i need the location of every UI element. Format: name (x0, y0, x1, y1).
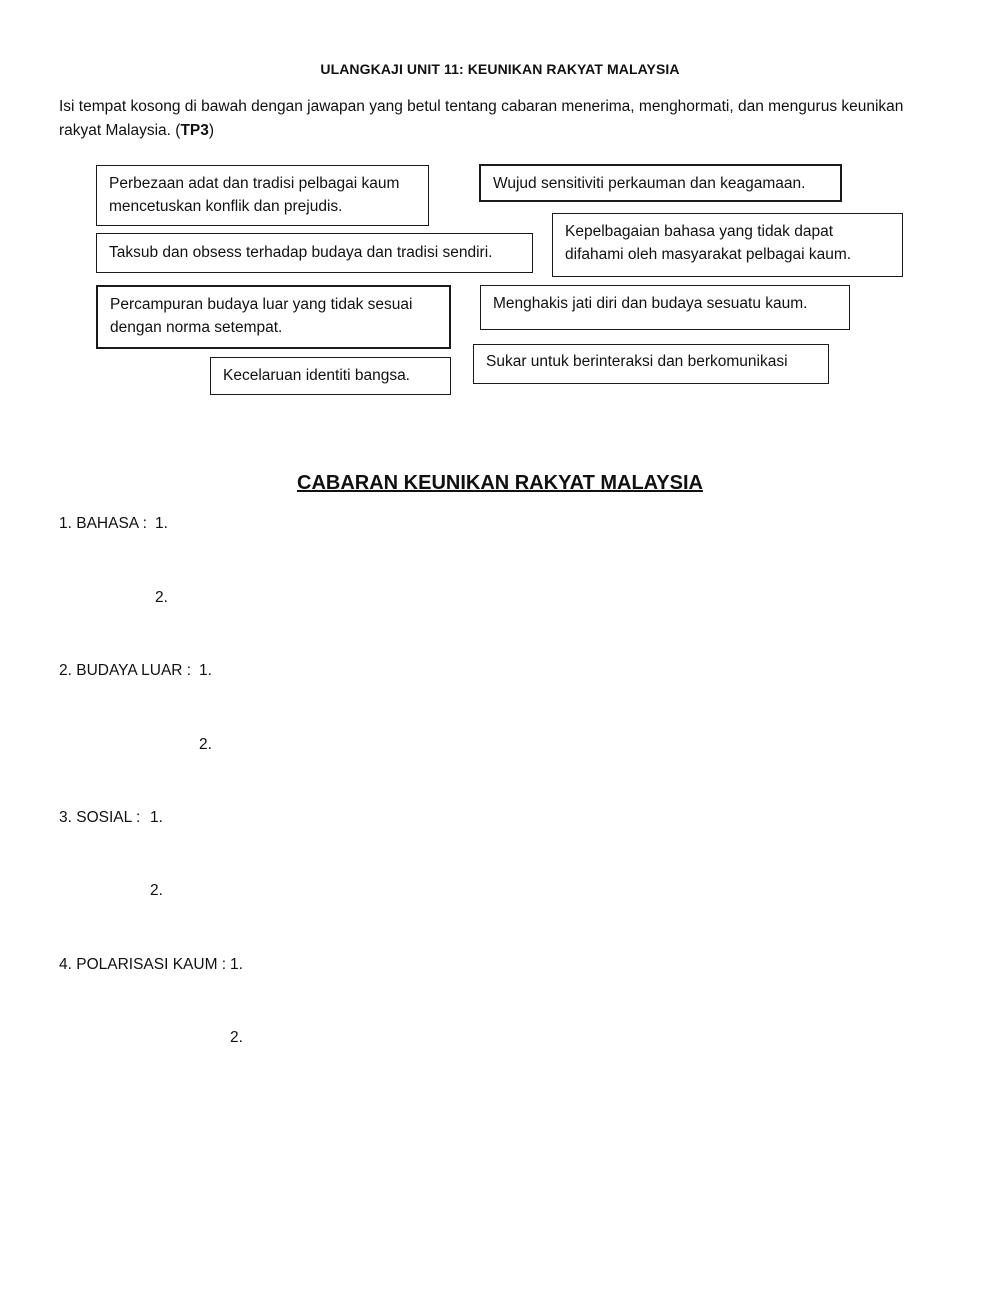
answer-option[interactable] (473, 344, 829, 384)
answer-option-line: Perbezaan adat dan tradisi pelbagai kaum (109, 175, 400, 192)
answer-option[interactable] (552, 213, 903, 277)
answer-option[interactable] (210, 357, 451, 395)
instruction-close: ) (208, 122, 215, 139)
answer-option-line: Kecelaruan identiti bangsa. (223, 367, 410, 384)
answer-option-line: Sukar untuk berinteraksi dan berkomunikasi (486, 353, 788, 370)
answer-slot-number: 2. (230, 1029, 243, 1046)
answer-option[interactable] (480, 285, 850, 330)
category-label: 3. SOSIAL : (59, 809, 141, 826)
answer-slot-number: 2. (199, 736, 212, 753)
answer-slot-number: 2. (150, 882, 163, 899)
answer-slot-number: 2. (155, 589, 168, 606)
answer-option-line: Percampuran budaya luar yang tidak sesuai (110, 296, 413, 313)
answer-slot-number: 1. (199, 662, 212, 679)
section-heading: CABARAN KEUNIKAN RAKYAT MALAYSIA (297, 472, 703, 494)
answer-option[interactable] (96, 233, 533, 273)
category-label: 1. BAHASA : (59, 515, 147, 532)
answer-option[interactable] (96, 285, 451, 349)
page-title: ULANGKAJI UNIT 11: KEUNIKAN RAKYAT MALAYSIA (320, 61, 680, 77)
category-label: 2. BUDAYA LUAR : (59, 662, 192, 679)
answer-option-line: dengan norma setempat. (110, 319, 283, 336)
answer-option-line: Menghakis jati diri dan budaya sesuatu kaum. (493, 295, 808, 312)
instruction (59, 95, 919, 143)
answer-option[interactable] (479, 164, 842, 202)
category-label: 4. POLARISASI KAUM : (59, 956, 227, 973)
answer-option-line: mencetuskan konflik dan prejudis. (109, 198, 343, 215)
answer-option-line: difahami oleh masyarakat pelbagai kaum. (565, 246, 852, 263)
answer-slot-number: 1. (230, 956, 243, 973)
instruction-text: Isi tempat kosong di bawah dengan jawapan yang betul tentang cabaran menerima, menghormati, dan mengurus keunikan rakyat Malaysia. ( (59, 98, 904, 139)
answer-slot-number: 1. (155, 515, 168, 532)
answer-option-line: Taksub dan obsess terhadap budaya dan tradisi sendiri. (109, 244, 493, 261)
answer-option-line: Kepelbagaian bahasa yang tidak dapat (565, 223, 834, 240)
answer-option-line: Wujud sensitiviti perkauman dan keagamaan. (493, 175, 806, 192)
answer-option[interactable] (96, 165, 429, 226)
answer-slot-number: 1. (150, 809, 163, 826)
instruction-tag: TP3 (180, 122, 209, 139)
